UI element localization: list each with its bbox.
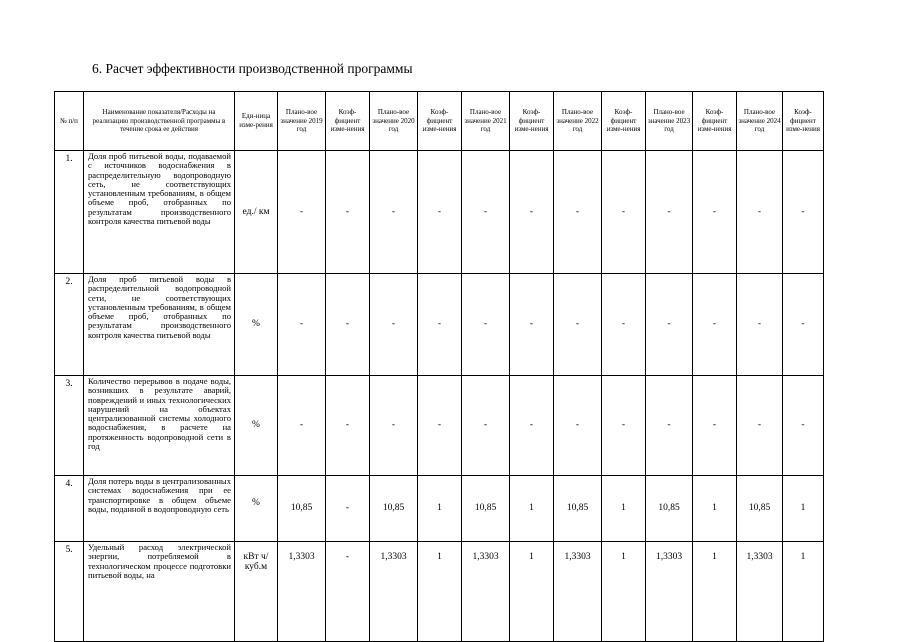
header-coef: Коэф-фициент изме-нения [783, 92, 824, 151]
plan-value: 10,85 [462, 476, 510, 542]
header-plan-2021: Плано-вое значение 2021 год [462, 92, 510, 151]
unit-cell: % [235, 476, 278, 542]
coef-value: 1 [418, 542, 462, 642]
indicator-name: Количество перерывов в подаче воды, возникших в результате аварий, повреждений и иных технологических нарушений на объектах централизованной системы холодного водоснабжения, в расчете на протяженность водопроводной сети в год [84, 376, 235, 476]
header-plan-2023: Плано-вое значение 2023 год [646, 92, 693, 151]
header-coef: Коэф-фициент изме-нения [602, 92, 646, 151]
table-row [55, 376, 824, 476]
unit-cell: кВт ч/куб.м [235, 542, 278, 642]
plan-value: - [646, 274, 693, 376]
plan-value: 10,85 [278, 476, 326, 542]
plan-value: 1,3303 [370, 542, 418, 642]
row-number: 2. [55, 274, 84, 376]
header-plan-2022: Плано-вое значение 2022 год [554, 92, 602, 151]
coef-value: 1 [418, 476, 462, 542]
row-number: 4. [55, 476, 84, 542]
coef-value: 1 [693, 542, 737, 642]
coef-value: - [783, 151, 824, 274]
plan-value: - [462, 274, 510, 376]
table-row [55, 151, 824, 274]
plan-value: - [278, 376, 326, 476]
plan-value: - [462, 376, 510, 476]
coef-value: - [693, 274, 737, 376]
coef-value: - [602, 376, 646, 476]
table-row [55, 542, 824, 642]
plan-value: - [646, 376, 693, 476]
header-coef: Коэф-фициент изме-нения [693, 92, 737, 151]
efficiency-table [54, 91, 824, 642]
coef-value: - [693, 376, 737, 476]
row-number: 1. [55, 151, 84, 274]
table-row [55, 274, 824, 376]
plan-value: - [554, 376, 602, 476]
header-num: № п/п [55, 92, 84, 151]
plan-value: - [737, 376, 783, 476]
plan-value: - [646, 151, 693, 274]
plan-value: - [462, 151, 510, 274]
coef-value: - [418, 274, 462, 376]
plan-value: - [370, 151, 418, 274]
plan-value: - [370, 376, 418, 476]
plan-value: 1,3303 [554, 542, 602, 642]
coef-value: 1 [602, 476, 646, 542]
plan-value: 10,85 [737, 476, 783, 542]
coef-value: 1 [510, 542, 554, 642]
coef-value: - [783, 376, 824, 476]
table-row [55, 476, 824, 542]
coef-value: - [510, 376, 554, 476]
header-row [55, 92, 824, 151]
plan-value: 1,3303 [737, 542, 783, 642]
row-number: 5. [55, 542, 84, 642]
plan-value: - [737, 274, 783, 376]
plan-value: 1,3303 [462, 542, 510, 642]
plan-value: 10,85 [646, 476, 693, 542]
plan-value: - [278, 274, 326, 376]
header-plan-2019: Плано-вое значение 2019 год [278, 92, 326, 151]
header-plan-2024: Плано-вое значение 2024 год [737, 92, 783, 151]
coef-value: - [326, 376, 370, 476]
coef-value: 1 [602, 542, 646, 642]
coef-value: 1 [510, 476, 554, 542]
plan-value: - [370, 274, 418, 376]
plan-value: - [554, 151, 602, 274]
coef-value: 1 [783, 476, 824, 542]
coef-value: - [326, 151, 370, 274]
indicator-name: Доля потерь воды в централизованных системах водоснабжения при ее транспортировке в общем объеме воды, поданной в водопроводную сеть [84, 476, 235, 542]
plan-value: 10,85 [554, 476, 602, 542]
header-plan-2020: Плано-вое значение 2020 год [370, 92, 418, 151]
plan-value: - [554, 274, 602, 376]
header-coef: Коэф-фициент изме-нения [510, 92, 554, 151]
header-unit: Еди-ница изме-рения [235, 92, 278, 151]
coef-value: - [326, 274, 370, 376]
coef-value: 1 [693, 476, 737, 542]
coef-value: - [418, 151, 462, 274]
unit-cell: % [235, 274, 278, 376]
row-number: 3. [55, 376, 84, 476]
coef-value: - [418, 376, 462, 476]
coef-value: - [602, 151, 646, 274]
coef-value: - [510, 274, 554, 376]
coef-value: 1 [783, 542, 824, 642]
unit-cell: % [235, 376, 278, 476]
coef-value: - [602, 274, 646, 376]
section-title: 6. Расчет эффективности производственной программы [92, 61, 413, 76]
unit-cell: ед./ км [235, 151, 278, 274]
indicator-name: Доля проб питьевой воды в распределительной водопроводной сети, не соответствующих установленным требованиям, в общем объеме проб, отобранных по результатам производственного контроля качества питьевой воды [84, 274, 235, 376]
coef-value: - [783, 274, 824, 376]
header-coef: Коэф-фициент изме-нения [326, 92, 370, 151]
plan-value: - [278, 151, 326, 274]
plan-value: - [737, 151, 783, 274]
coef-value: - [510, 151, 554, 274]
plan-value: 1,3303 [646, 542, 693, 642]
header-coef: Коэф-фициент изме-нения [418, 92, 462, 151]
indicator-name: Доля проб питьевой воды, подаваемой с источников водоснабжения в распределительную водопроводную сеть, не соответствующих установленным требованиям, в общем объеме проб, отобранных по результатам производственного контроля качества питьевой воды [84, 151, 235, 274]
indicator-name: Удельный расход электрической энергии, потребляемой в технологическом процессе подготовки питьевой воды, на [84, 542, 235, 642]
coef-value: - [693, 151, 737, 274]
header-name: Наименование показателя/Расходы на реализацию производственной программы в течение срока ее действия [84, 92, 235, 151]
plan-value: 10,85 [370, 476, 418, 542]
coef-value: - [326, 542, 370, 642]
coef-value: - [326, 476, 370, 542]
plan-value: 1,3303 [278, 542, 326, 642]
